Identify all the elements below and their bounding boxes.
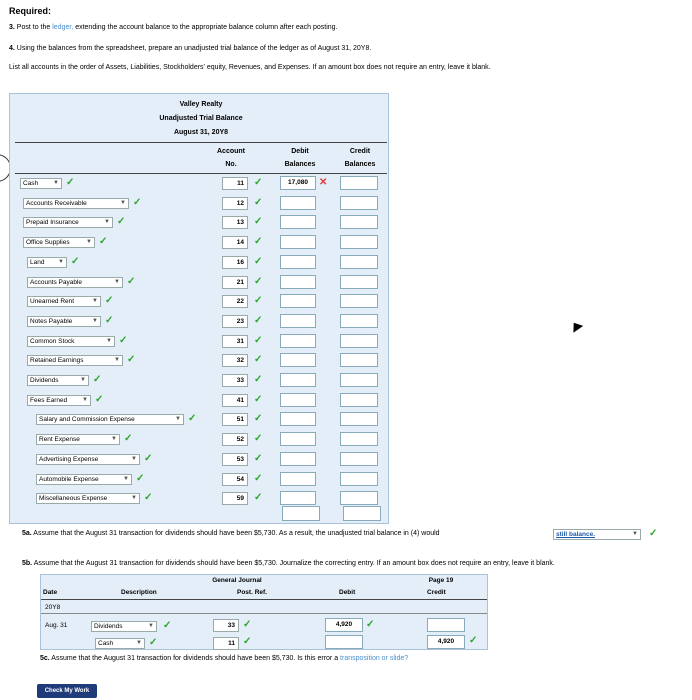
- credit-balance-field[interactable]: [340, 432, 378, 446]
- account-number-field[interactable]: 31: [222, 335, 248, 348]
- journal-line2-account-select[interactable]: Cash ▼: [95, 638, 145, 649]
- credit-balance-field[interactable]: [340, 452, 378, 466]
- col-description: Description: [121, 589, 157, 596]
- check-icon: ✓: [254, 335, 263, 346]
- check-icon: ✓: [66, 177, 75, 188]
- chevron-down-icon: ▼: [92, 318, 98, 324]
- check-icon: ✓: [254, 276, 263, 287]
- check-icon: ✓: [254, 256, 263, 267]
- account-number-field[interactable]: 11: [222, 177, 248, 190]
- account-select[interactable]: [27, 296, 101, 307]
- account-name: Accounts Payable: [30, 279, 83, 286]
- account-number-field[interactable]: 59: [222, 492, 248, 505]
- journal-year: 20Y8: [45, 604, 61, 611]
- check-icon: ✓: [254, 354, 263, 365]
- account-number-field[interactable]: 54: [222, 473, 248, 486]
- journal-line1-credit[interactable]: [427, 618, 465, 632]
- general-journal-panel: [40, 574, 488, 650]
- check-icon: ✓: [254, 216, 263, 227]
- debit-balance-field[interactable]: [280, 393, 316, 407]
- credit-balance-field[interactable]: [340, 196, 378, 210]
- debit-balance-field[interactable]: [280, 491, 316, 505]
- credit-balance-field[interactable]: [340, 176, 378, 190]
- check-icon: ✓: [163, 620, 172, 631]
- check-icon: ✓: [136, 473, 145, 484]
- debit-balance-field[interactable]: [280, 196, 316, 210]
- question-5a: 5a. Assume that the August 31 transaction for dividends should have been $5,730. As a result, the unadjusted trial balance in (4) would: [22, 530, 440, 537]
- journal-header-divider: [41, 599, 487, 600]
- credit-total-field[interactable]: [343, 506, 381, 521]
- chevron-down-icon: ▼: [111, 436, 117, 442]
- credit-balance-field[interactable]: [340, 314, 378, 328]
- debit-balance-field[interactable]: [280, 472, 316, 486]
- account-number-field[interactable]: 22: [222, 295, 248, 308]
- account-name: Rent Expense: [39, 436, 80, 443]
- chevron-down-icon: ▼: [58, 259, 64, 265]
- credit-balance-field[interactable]: [340, 255, 378, 269]
- credit-balance-field[interactable]: [340, 294, 378, 308]
- debit-total-field[interactable]: [282, 506, 320, 521]
- check-icon: ✓: [105, 315, 114, 326]
- check-icon: ✓: [144, 492, 153, 503]
- journal-line1-debit[interactable]: 4,920: [325, 618, 363, 632]
- account-number-field[interactable]: 41: [222, 394, 248, 407]
- chevron-down-icon: ▼: [175, 416, 181, 422]
- check-icon: ✓: [99, 236, 108, 247]
- account-select[interactable]: [27, 277, 123, 288]
- debit-balance-field[interactable]: [280, 432, 316, 446]
- check-icon: ✓: [105, 295, 114, 306]
- credit-balance-field[interactable]: [340, 412, 378, 426]
- account-name: Automobile Expense: [39, 476, 99, 483]
- check-icon: ✓: [254, 413, 263, 424]
- chevron-down-icon: ▼: [86, 239, 92, 245]
- account-number-field[interactable]: 32: [222, 354, 248, 367]
- chevron-down-icon: ▼: [80, 377, 86, 383]
- chevron-down-icon: ▼: [131, 456, 137, 462]
- step-4-instruction: 4. Using the balances from the spreadsheet, prepare an unadjusted trial balance of the ledger as of August 31, 20Y8.: [9, 45, 372, 52]
- check-icon: ✓: [254, 453, 263, 464]
- account-select[interactable]: [36, 454, 140, 465]
- account-name: Cash: [23, 180, 39, 187]
- credit-header-2: Balances: [344, 161, 376, 168]
- check-icon: ✓: [144, 453, 153, 464]
- debit-balance-field[interactable]: [280, 235, 316, 249]
- account-number-field[interactable]: 53: [222, 453, 248, 466]
- list-note: List all accounts in the order of Assets, Liabilities, Stockholders' equity, Revenues, and Expenses. If an amount box does not require an entry, leave it blank.: [9, 64, 491, 71]
- check-icon: ✓: [119, 335, 128, 346]
- account-name: Advertising Expense: [39, 456, 99, 463]
- journal-line2-credit[interactable]: 4,920: [427, 635, 465, 649]
- debit-balance-field[interactable]: [280, 255, 316, 269]
- account-select[interactable]: [27, 355, 123, 366]
- chevron-down-icon: ▼: [104, 219, 110, 225]
- journal-year-divider: [41, 613, 487, 614]
- account-name: Common Stock: [30, 338, 75, 345]
- account-name: Notes Payable: [30, 318, 73, 325]
- trial-balance-panel: [9, 93, 389, 524]
- account-name: Land: [30, 259, 45, 266]
- account-select[interactable]: [20, 178, 62, 189]
- credit-balance-field[interactable]: [340, 472, 378, 486]
- account-number-field[interactable]: 16: [222, 256, 248, 269]
- check-icon: ✓: [254, 197, 263, 208]
- chevron-down-icon: ▼: [114, 357, 120, 363]
- check-icon: ✓: [93, 374, 102, 385]
- col-credit: Credit: [427, 589, 446, 596]
- credit-balance-field[interactable]: [340, 491, 378, 505]
- account-number-field[interactable]: 21: [222, 276, 248, 289]
- credit-balance-field[interactable]: [340, 235, 378, 249]
- check-icon: ✓: [254, 236, 263, 247]
- account-name: Fees Earned: [30, 397, 68, 404]
- account-name: Dividends: [30, 377, 59, 384]
- account-select[interactable]: [23, 198, 129, 209]
- col-post-ref: Post. Ref.: [237, 589, 267, 596]
- column-divider: [15, 173, 387, 174]
- account-name: Accounts Receivable: [26, 200, 87, 207]
- account-select[interactable]: [27, 316, 101, 327]
- account-name: Unearned Rent: [30, 298, 75, 305]
- account-select[interactable]: [27, 395, 91, 406]
- question-5b: 5b. Assume that the August 31 transaction for dividends should have been $5,730. Journalize the correcting entry. If an amount box does not require an entry, leave it blank.: [22, 560, 555, 567]
- check-icon: ✓: [133, 197, 142, 208]
- debit-header-2: Balances: [284, 161, 316, 168]
- account-name: Miscellaneous Expense: [39, 495, 108, 502]
- check-icon: ✓: [254, 492, 263, 503]
- company-name: Valley Realty: [179, 101, 223, 108]
- ledger-link[interactable]: ledger,: [52, 24, 74, 31]
- statement-title: Unadjusted Trial Balance: [159, 115, 243, 122]
- chevron-down-icon: ▼: [82, 397, 88, 403]
- journal-page: Page 19: [428, 577, 454, 584]
- journal-title: General Journal: [212, 577, 262, 584]
- check-icon: ✓: [124, 433, 133, 444]
- credit-header-1: Credit: [349, 148, 371, 155]
- check-icon: ✓: [254, 473, 263, 484]
- chevron-down-icon: ▼: [120, 200, 126, 206]
- chevron-down-icon: ▼: [53, 180, 59, 186]
- account-number-field[interactable]: 33: [222, 374, 248, 387]
- chevron-down-icon: ▼: [632, 531, 638, 537]
- credit-balance-field[interactable]: [340, 373, 378, 387]
- account-number-field[interactable]: 52: [222, 433, 248, 446]
- check-icon: ✓: [254, 315, 263, 326]
- account-select[interactable]: [23, 237, 95, 248]
- account-select[interactable]: [36, 434, 120, 445]
- account-number-field[interactable]: 23: [222, 315, 248, 328]
- account-name: Retained Earnings: [30, 357, 84, 364]
- statement-date: August 31, 20Y8: [173, 129, 229, 136]
- debit-balance-field[interactable]: [280, 334, 316, 348]
- check-icon: ✓: [95, 394, 104, 405]
- check-icon: ✓: [649, 528, 658, 539]
- account-no-header-1: Account: [217, 148, 245, 155]
- account-select[interactable]: [36, 474, 132, 485]
- journal-line1-ref[interactable]: 33: [213, 619, 239, 632]
- debit-balance-field[interactable]: [280, 452, 316, 466]
- debit-balance-field[interactable]: [280, 215, 316, 229]
- check-icon: ✓: [254, 433, 263, 444]
- account-name: Salary and Commission Expense: [39, 416, 135, 423]
- debit-header-1: Debit: [291, 148, 309, 155]
- check-icon: ✓: [243, 619, 252, 630]
- chevron-down-icon: ▼: [106, 338, 112, 344]
- credit-balance-field[interactable]: [340, 353, 378, 367]
- debit-balance-field[interactable]: [280, 353, 316, 367]
- check-icon: ✓: [127, 276, 136, 287]
- debit-balance-field[interactable]: 17,080: [280, 176, 316, 190]
- journal-line2-ref[interactable]: 11: [213, 637, 239, 650]
- header-divider: [15, 142, 387, 143]
- journal-line2-debit[interactable]: [325, 635, 363, 649]
- col-debit: Debit: [339, 589, 356, 596]
- chevron-down-icon: ▼: [92, 298, 98, 304]
- account-select[interactable]: [27, 375, 89, 386]
- debit-balance-field[interactable]: [280, 373, 316, 387]
- debit-balance-field[interactable]: [280, 314, 316, 328]
- check-icon: ✓: [149, 637, 158, 648]
- credit-balance-field[interactable]: [340, 275, 378, 289]
- check-icon: ✓: [254, 295, 263, 306]
- check-icon: ✓: [254, 374, 263, 385]
- check-icon: ✓: [469, 635, 478, 646]
- account-select[interactable]: [23, 217, 113, 228]
- question-5c: 5c. Assume that the August 31 transaction for dividends should have been $5,730. Is this error a transposition or slide?: [40, 655, 409, 662]
- debit-balance-field[interactable]: [280, 275, 316, 289]
- check-icon: ✓: [188, 413, 197, 424]
- debit-balance-field[interactable]: [280, 412, 316, 426]
- account-name: Office Supplies: [26, 239, 70, 246]
- check-icon: ✓: [254, 177, 263, 188]
- journal-date: Aug. 31: [45, 622, 68, 629]
- account-no-header-2: No.: [225, 161, 237, 168]
- credit-balance-field[interactable]: [340, 393, 378, 407]
- chevron-down-icon: ▼: [148, 623, 154, 629]
- q5a-answer-select[interactable]: still balance. ▼: [553, 529, 641, 540]
- check-icon: ✓: [254, 394, 263, 405]
- step-3-instruction: 3. Post to the ledger, extending the account balance to the appropriate balance column after each posting.: [9, 24, 338, 31]
- account-number-field[interactable]: 14: [222, 236, 248, 249]
- account-number-field[interactable]: 13: [222, 216, 248, 229]
- mouse-cursor-icon: [569, 319, 583, 332]
- q5c-link[interactable]: transposition or slide?: [340, 655, 409, 662]
- check-icon: ✓: [127, 354, 136, 365]
- check-my-work-button[interactable]: Check My Work: [37, 684, 97, 698]
- account-select[interactable]: [36, 493, 140, 504]
- chevron-down-icon: ▼: [131, 495, 137, 501]
- credit-balance-field[interactable]: [340, 334, 378, 348]
- credit-balance-field[interactable]: [340, 215, 378, 229]
- chevron-down-icon: ▼: [123, 476, 129, 482]
- check-icon: ✓: [366, 619, 375, 630]
- chevron-down-icon: ▼: [136, 640, 142, 646]
- account-name: Prepaid Insurance: [26, 219, 79, 226]
- account-number-field[interactable]: 12: [222, 197, 248, 210]
- account-select[interactable]: [27, 336, 115, 347]
- required-heading: Required:: [9, 6, 52, 16]
- debit-balance-field[interactable]: [280, 294, 316, 308]
- chevron-down-icon: ▼: [114, 279, 120, 285]
- account-number-field[interactable]: 51: [222, 413, 248, 426]
- account-select[interactable]: [36, 414, 184, 425]
- check-icon: ✓: [117, 216, 126, 227]
- check-icon: ✓: [71, 256, 80, 267]
- account-select[interactable]: [27, 257, 67, 268]
- journal-line1-account-select[interactable]: Dividends ▼: [91, 621, 157, 632]
- col-date: Date: [43, 589, 58, 596]
- check-icon: ✓: [243, 636, 252, 647]
- incorrect-icon: ✕: [319, 177, 328, 188]
